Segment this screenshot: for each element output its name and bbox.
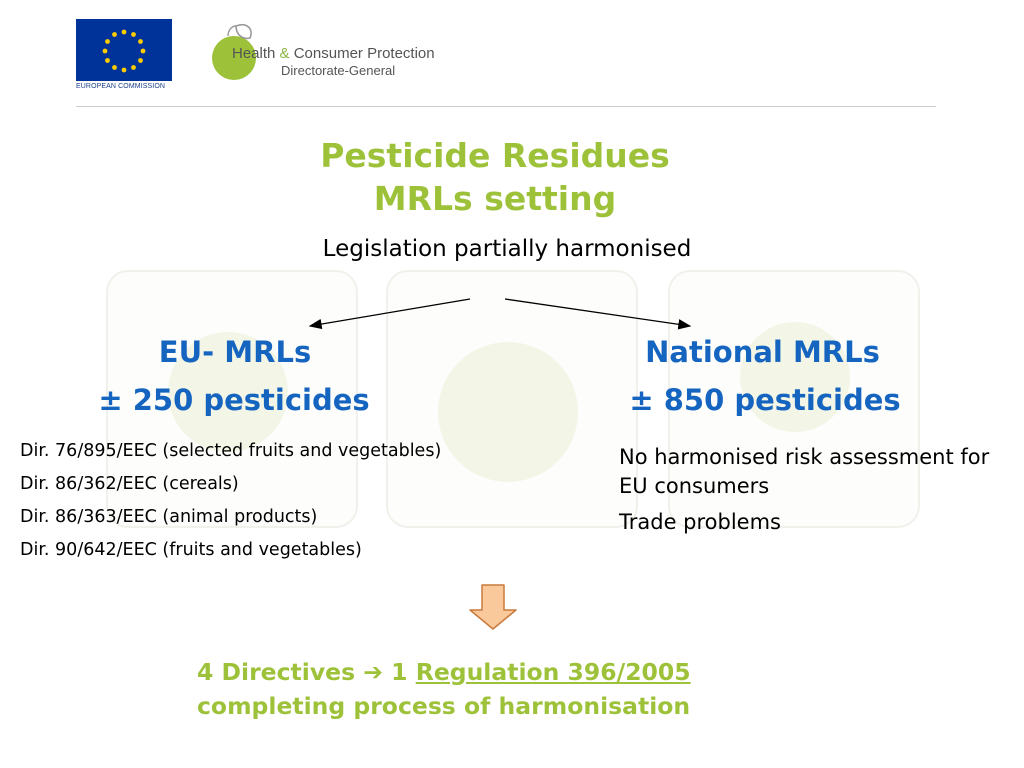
directive-list — [20, 438, 441, 570]
right-arrow-icon: ➔ — [363, 658, 383, 686]
national-pesticide-count: ± 850 pesticides — [629, 383, 901, 417]
list-item: Dir. 76/895/EEC (selected fruits and vegetables) — [20, 441, 442, 461]
arrow-to-national — [505, 299, 690, 326]
conclusion-text — [197, 655, 691, 723]
list-item: Trade problems — [619, 510, 782, 534]
eu-pesticide-count: ± 250 pesticides — [98, 383, 370, 417]
conclusion-line1: 4 Directives ➔ 1 Regulation 396/2005 — [197, 658, 691, 686]
list-item: No harmonised risk assessment for EU consumers — [619, 445, 990, 498]
list-item: Dir. 86/363/EEC (animal products) — [20, 507, 318, 527]
dg-logo-line2: Directorate-General — [281, 63, 396, 78]
arrow-to-eu — [310, 299, 470, 326]
regulation-reference: Regulation 396/2005 — [415, 658, 691, 686]
slide-title: Pesticide Residues — [320, 136, 670, 175]
slide-title-line2: MRLs setting — [373, 179, 617, 218]
down-arrow-icon — [468, 584, 518, 630]
national-mrls-heading: National MRLs — [645, 335, 880, 369]
slide-subtitle: Legislation partially harmonised — [322, 236, 692, 262]
national-notes — [619, 443, 1019, 537]
conclusion-line2: completing process of harmonisation — [197, 692, 691, 720]
dg-logo-line1: Health & Consumer Protection — [232, 45, 435, 62]
eu-mrls-heading: EU- MRLs — [158, 335, 312, 369]
list-item: Dir. 90/642/EEC (fruits and vegetables) — [20, 540, 362, 560]
eu-logo-caption: EUROPEAN COMMISSION — [76, 83, 166, 90]
list-item: Dir. 86/362/EEC (cereals) — [20, 474, 239, 494]
